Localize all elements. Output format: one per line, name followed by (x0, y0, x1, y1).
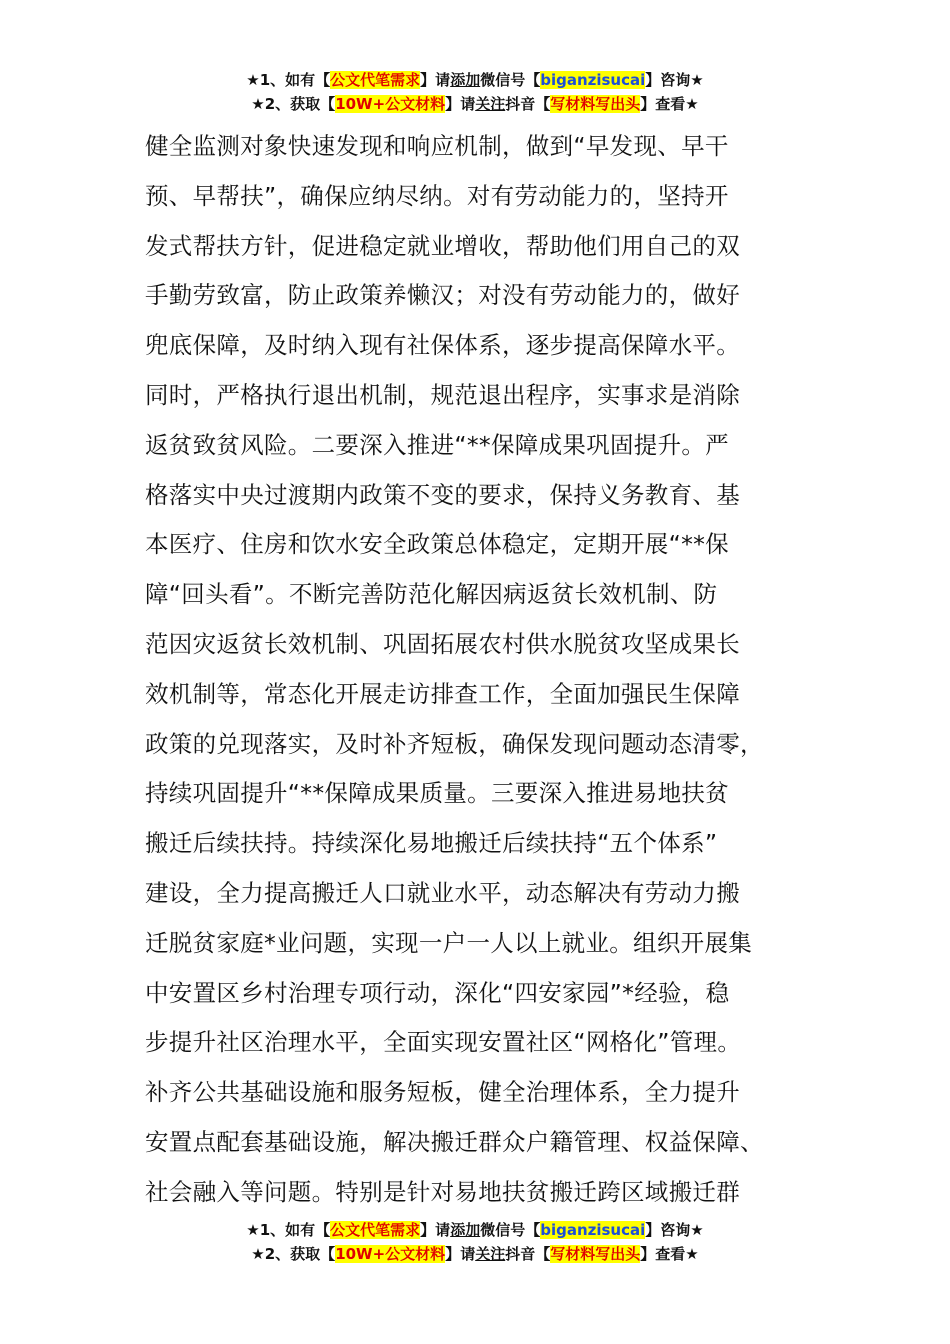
body-line: 健全监测对象快速发现和响应机制，做到“早发现、早干 (145, 132, 729, 160)
body-line: 搬迁后续扶持。持续深化易地搬迁后续扶持“五个体系” (145, 829, 718, 858)
footer-douyin-id: 写材料写出头 (550, 1245, 641, 1263)
body-line: 发式帮扶方针，促进稳定就业增收，帮助他们用自己的双 (145, 231, 740, 260)
body-line: 格落实中央过渡期内政策不变的要求，保持义务教育、基 (145, 480, 740, 509)
banner-line-1-prefix: ★1、如有【 (246, 71, 331, 89)
body-line: 范因灾返贫长效机制、巩固拓展农村供水脱贫攻坚成果长 (145, 629, 740, 658)
footer-highlight-materials: 10W+公文材料 (335, 1245, 446, 1263)
body-line: 政策的兑现落实，及时补齐短板，确保发现问题动态清零， (145, 729, 764, 758)
body-line: 手勤劳致富，防止政策养懒汉；对没有劳动能力的，做好 (145, 281, 740, 310)
banner-line-1-suffix: 】咨询★ (645, 71, 704, 89)
body-line: 迁脱贫家庭*业问题，实现一户一人以上就业。组织开展集 (145, 928, 753, 957)
footer-line-1-prefix: ★1、如有【 (246, 1221, 331, 1239)
footer-highlight-service: 公文代笔需求 (330, 1221, 421, 1239)
body-line: 本医疗、住房和饮水安全政策总体稳定，定期开展“**保 (145, 530, 729, 559)
banner-highlight-materials: 10W+公文材料 (335, 95, 446, 113)
footer-line-2 (0, 1242, 950, 1266)
body-line: 效机制等，常态化开展走访排查工作，全面加强民生保障 (145, 679, 740, 708)
footer-emphasis-follow: 关注 (475, 1245, 506, 1263)
footer-line-1-suffix: 】咨询★ (645, 1221, 704, 1239)
banner-line-1-mid2: 微信号【 (480, 71, 541, 89)
banner-line-2-prefix: ★2、获取【 (251, 95, 336, 113)
body-line: 同时，严格执行退出机制，规范退出程序，实事求是消除 (145, 380, 740, 409)
body-line: 障“回头看”。不断完善防范化解因病返贫长效机制、防 (145, 580, 718, 609)
footer-line-2-mid: 】请 (445, 1245, 476, 1263)
footer-line-1 (0, 1218, 950, 1242)
banner-emphasis-follow: 关注 (475, 95, 506, 113)
body-line: 预、早帮扶”，确保应纳尽纳。对有劳动能力的，坚持开 (145, 181, 729, 210)
body-line: 社会融入等问题。特别是针对易地扶贫搬迁跨区域搬迁群 (145, 1177, 740, 1206)
banner-douyin-id: 写材料写出头 (550, 95, 641, 113)
banner-line-2-suffix: 】查看★ (640, 95, 699, 113)
banner-emphasis-add: 添加 (450, 71, 481, 89)
body-line: 返贫致贫风险。二要深入推进“**保障成果巩固提升。严 (145, 430, 729, 459)
body-line: 步提升社区治理水平，全面实现安置社区“网格化”管理。 (145, 1028, 742, 1057)
body-line: 安置点配套基础设施，解决搬迁群众户籍管理、权益保障、 (145, 1127, 764, 1156)
body-line: 中安置区乡村治理专项行动，深化“四安家园”*经验，稳 (145, 978, 730, 1007)
footer-line-1-mid2: 微信号【 (480, 1221, 541, 1239)
footer-line-2-mid2: 抖音【 (505, 1245, 551, 1263)
banner-highlight-service: 公文代笔需求 (330, 71, 421, 89)
body-line: 兜底保障，及时纳入现有社保体系，逐步提高保障水平。 (145, 331, 740, 360)
footer-line-2-prefix: ★2、获取【 (251, 1245, 336, 1263)
footer-line-2-suffix: 】查看★ (640, 1245, 699, 1263)
banner-line-1-mid: 】请 (420, 71, 451, 89)
banner-wechat-id: biganzisucai (540, 71, 646, 89)
header-banner (0, 68, 950, 116)
banner-line-2-mid2: 抖音【 (505, 95, 551, 113)
body-line: 补齐公共基础设施和服务短板，健全治理体系，全力提升 (145, 1078, 740, 1107)
banner-line-2-mid: 】请 (445, 95, 476, 113)
banner-line-2 (0, 92, 950, 116)
banner-line-1 (0, 68, 950, 92)
body-line: 建设，全力提高搬迁人口就业水平，动态解决有劳动力搬 (145, 878, 740, 907)
footer-wechat-id: biganzisucai (540, 1221, 646, 1239)
footer-line-1-mid: 】请 (420, 1221, 451, 1239)
footer-banner (0, 1218, 950, 1266)
document-body (145, 122, 815, 1218)
footer-emphasis-add: 添加 (450, 1221, 481, 1239)
body-line: 持续巩固提升“**保障成果质量。三要深入推进易地扶贫 (145, 779, 729, 808)
